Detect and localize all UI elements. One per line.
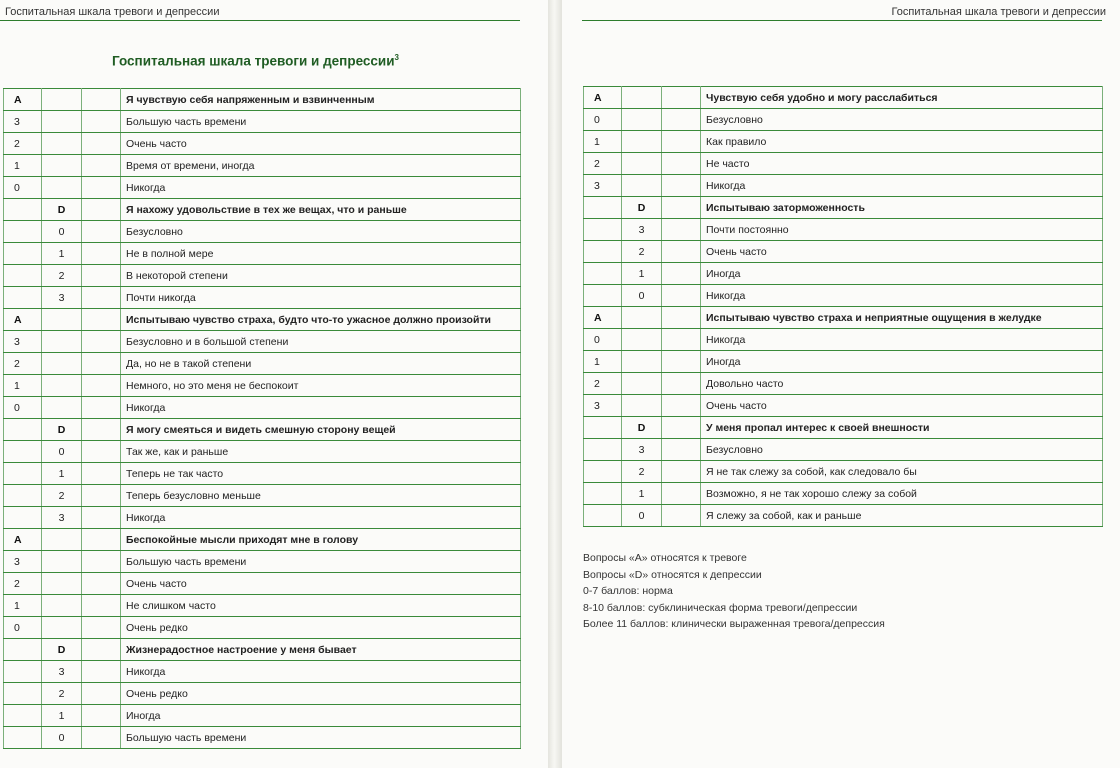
answer-row xyxy=(4,331,521,353)
answer-text: Немного, но это меня не беспокоит xyxy=(121,375,521,397)
answer-row xyxy=(4,111,521,133)
answer-text: Как правило xyxy=(701,131,1103,153)
question-row xyxy=(4,89,521,111)
scale-letter: A xyxy=(4,89,42,111)
answer-row xyxy=(584,395,1103,417)
answer-text: Теперь не так часто xyxy=(121,463,521,485)
answer-row xyxy=(584,285,1103,307)
book-gutter xyxy=(548,0,562,768)
answer-row xyxy=(584,263,1103,285)
answer-row xyxy=(4,221,521,243)
answer-text: Очень часто xyxy=(701,395,1103,417)
answer-text: Большую часть времени xyxy=(121,551,521,573)
answer-score: 1 xyxy=(584,351,622,373)
answer-row xyxy=(584,329,1103,351)
answer-row xyxy=(4,595,521,617)
answer-text: Никогда xyxy=(701,175,1103,197)
answer-row xyxy=(4,353,521,375)
answer-row xyxy=(4,463,521,485)
answer-text: Никогда xyxy=(701,329,1103,351)
answer-text: Я слежу за собой, как и раньше xyxy=(701,505,1103,527)
answer-text: Никогда xyxy=(121,507,521,529)
answer-row xyxy=(4,705,521,727)
answer-score: 1 xyxy=(622,263,662,285)
answer-text: Никогда xyxy=(121,177,521,199)
answer-text: Безусловно xyxy=(121,221,521,243)
answer-text: Большую часть времени xyxy=(121,111,521,133)
question-row xyxy=(584,417,1103,439)
answer-score: 1 xyxy=(4,595,42,617)
note-line: Более 11 баллов: клинически выраженная тревога/депрессия xyxy=(583,618,885,630)
answer-text: Так же, как и раньше xyxy=(121,441,521,463)
answer-score: 0 xyxy=(622,285,662,307)
answer-text: Теперь безусловно меньше xyxy=(121,485,521,507)
answer-score: 0 xyxy=(42,727,82,749)
note-line: 8-10 баллов: субклиническая форма тревоги/депрессии xyxy=(583,601,858,614)
answer-row xyxy=(584,373,1103,395)
answer-score: 1 xyxy=(584,131,622,153)
question-text: Испытываю чувство страха и неприятные ощущения в желудке xyxy=(701,307,1103,329)
left-header-rule xyxy=(0,20,520,21)
answer-score: 1 xyxy=(42,243,82,265)
answer-score: 1 xyxy=(4,155,42,177)
answer-score: 3 xyxy=(584,175,622,197)
answer-score: 3 xyxy=(42,661,82,683)
answer-text: Не часто xyxy=(701,153,1103,175)
answer-score: 2 xyxy=(584,153,622,175)
scale-letter: A xyxy=(4,529,42,551)
question-text: Я нахожу удовольствие в тех же вещах, что и раньше xyxy=(121,199,521,221)
question-row xyxy=(4,199,521,221)
answer-row xyxy=(4,485,521,507)
scale-letter: D xyxy=(622,417,662,439)
answer-text: Никогда xyxy=(701,285,1103,307)
answer-row xyxy=(584,483,1103,505)
scale-letter: A xyxy=(584,307,622,329)
answer-row xyxy=(584,109,1103,131)
answer-text: Большую часть времени xyxy=(121,727,521,749)
answer-score: 2 xyxy=(584,373,622,395)
question-row xyxy=(4,639,521,661)
answer-text: Никогда xyxy=(121,397,521,419)
answer-score: 2 xyxy=(42,485,82,507)
question-text: Испытываю заторможенность xyxy=(701,197,1103,219)
answer-row xyxy=(4,133,521,155)
question-row xyxy=(4,309,521,331)
answer-row xyxy=(4,617,521,639)
answer-score: 3 xyxy=(622,439,662,461)
answer-score: 0 xyxy=(4,397,42,419)
answer-row xyxy=(4,551,521,573)
answer-row xyxy=(584,241,1103,263)
answer-score: 3 xyxy=(4,551,42,573)
answer-text: Очень часто xyxy=(701,241,1103,263)
answer-score: 2 xyxy=(42,265,82,287)
answer-text: Безусловно и в большой степени xyxy=(121,331,521,353)
note-line: Вопросы «D» относятся к депрессии xyxy=(583,568,762,581)
question-text: Я чувствую себя напряженным и взвинченным xyxy=(121,89,521,111)
footnote-mark: 3 xyxy=(394,53,399,62)
answer-row xyxy=(4,661,521,683)
answer-score: 0 xyxy=(4,177,42,199)
answer-row xyxy=(4,727,521,749)
answer-row xyxy=(4,375,521,397)
answer-score: 1 xyxy=(4,375,42,397)
answer-text: Да, но не в такой степени xyxy=(121,353,521,375)
answer-row xyxy=(4,265,521,287)
left-running-head: Госпитальная шкала тревоги и депрессии xyxy=(5,6,220,18)
answer-row xyxy=(4,507,521,529)
answer-row xyxy=(4,397,521,419)
answer-text: Не в полной мере xyxy=(121,243,521,265)
page-title xyxy=(112,53,399,69)
answer-text: Очень часто xyxy=(121,133,521,155)
answer-text: Я не так слежу за собой, как следовало бы xyxy=(701,461,1103,483)
answer-row xyxy=(4,441,521,463)
note-line: 0-7 баллов: норма xyxy=(583,585,673,597)
question-row xyxy=(4,419,521,441)
answer-score: 3 xyxy=(42,287,82,309)
scoring-notes xyxy=(583,550,885,633)
right-header-rule xyxy=(582,20,1102,21)
right-questionnaire-table xyxy=(583,86,1103,527)
answer-row xyxy=(4,573,521,595)
answer-score: 2 xyxy=(4,133,42,155)
question-row xyxy=(584,197,1103,219)
answer-text: Очень редко xyxy=(121,683,521,705)
answer-score: 3 xyxy=(584,395,622,417)
scale-letter: D xyxy=(622,197,662,219)
answer-text: Иногда xyxy=(701,351,1103,373)
answer-text: Довольно часто xyxy=(701,373,1103,395)
question-text: Я могу смеяться и видеть смешную сторону вещей xyxy=(121,419,521,441)
left-questionnaire-table xyxy=(3,88,521,749)
answer-text: Безусловно xyxy=(701,439,1103,461)
answer-text: Почти постоянно xyxy=(701,219,1103,241)
answer-row xyxy=(584,461,1103,483)
answer-text: Очень редко xyxy=(121,617,521,639)
question-row xyxy=(584,307,1103,329)
answer-score: 0 xyxy=(4,617,42,639)
answer-text: Очень часто xyxy=(121,573,521,595)
answer-text: Иногда xyxy=(701,263,1103,285)
question-text: У меня пропал интерес к своей внешности xyxy=(701,417,1103,439)
question-row xyxy=(4,529,521,551)
answer-text: Почти никогда xyxy=(121,287,521,309)
answer-text: Не слишком часто xyxy=(121,595,521,617)
answer-row xyxy=(584,175,1103,197)
answer-score: 1 xyxy=(42,705,82,727)
question-text: Испытываю чувство страха, будто что-то ужасное должно произойти xyxy=(121,309,521,331)
answer-text: Время от времени, иногда xyxy=(121,155,521,177)
answer-score: 3 xyxy=(4,331,42,353)
answer-row xyxy=(584,219,1103,241)
answer-row xyxy=(4,683,521,705)
scale-letter: D xyxy=(42,639,82,661)
answer-row xyxy=(4,155,521,177)
note-line: Вопросы «A» относятся к тревоге xyxy=(583,552,747,564)
answer-text: Никогда xyxy=(121,661,521,683)
answer-score: 0 xyxy=(42,221,82,243)
answer-row xyxy=(584,131,1103,153)
question-text: Беспокойные мысли приходят мне в голову xyxy=(121,529,521,551)
right-running-head: Госпитальная шкала тревоги и депрессии xyxy=(891,6,1106,18)
answer-text: В некоторой степени xyxy=(121,265,521,287)
answer-row xyxy=(584,505,1103,527)
answer-score: 1 xyxy=(622,483,662,505)
answer-score: 2 xyxy=(4,573,42,595)
answer-score: 0 xyxy=(622,505,662,527)
scale-letter: A xyxy=(4,309,42,331)
answer-row xyxy=(584,351,1103,373)
answer-score: 2 xyxy=(42,683,82,705)
answer-text: Иногда xyxy=(121,705,521,727)
answer-text: Возможно, я не так хорошо слежу за собой xyxy=(701,483,1103,505)
answer-row xyxy=(4,177,521,199)
answer-score: 2 xyxy=(622,241,662,263)
answer-score: 3 xyxy=(4,111,42,133)
scale-letter: A xyxy=(584,87,622,109)
answer-score: 0 xyxy=(584,329,622,351)
answer-score: 2 xyxy=(622,461,662,483)
answer-score: 3 xyxy=(622,219,662,241)
question-row xyxy=(584,87,1103,109)
scale-letter: D xyxy=(42,199,82,221)
answer-text: Безусловно xyxy=(701,109,1103,131)
answer-score: 3 xyxy=(42,507,82,529)
answer-row xyxy=(584,439,1103,461)
question-text: Жизнерадостное настроение у меня бывает xyxy=(121,639,521,661)
answer-score: 2 xyxy=(4,353,42,375)
answer-score: 1 xyxy=(42,463,82,485)
answer-score: 0 xyxy=(584,109,622,131)
question-text: Чувствую себя удобно и могу расслабиться xyxy=(701,87,1103,109)
answer-row xyxy=(4,287,521,309)
answer-row xyxy=(584,153,1103,175)
answer-score: 0 xyxy=(42,441,82,463)
scale-letter: D xyxy=(42,419,82,441)
page-title-text: Госпитальная шкала тревоги и депрессии xyxy=(112,53,395,69)
answer-row xyxy=(4,243,521,265)
